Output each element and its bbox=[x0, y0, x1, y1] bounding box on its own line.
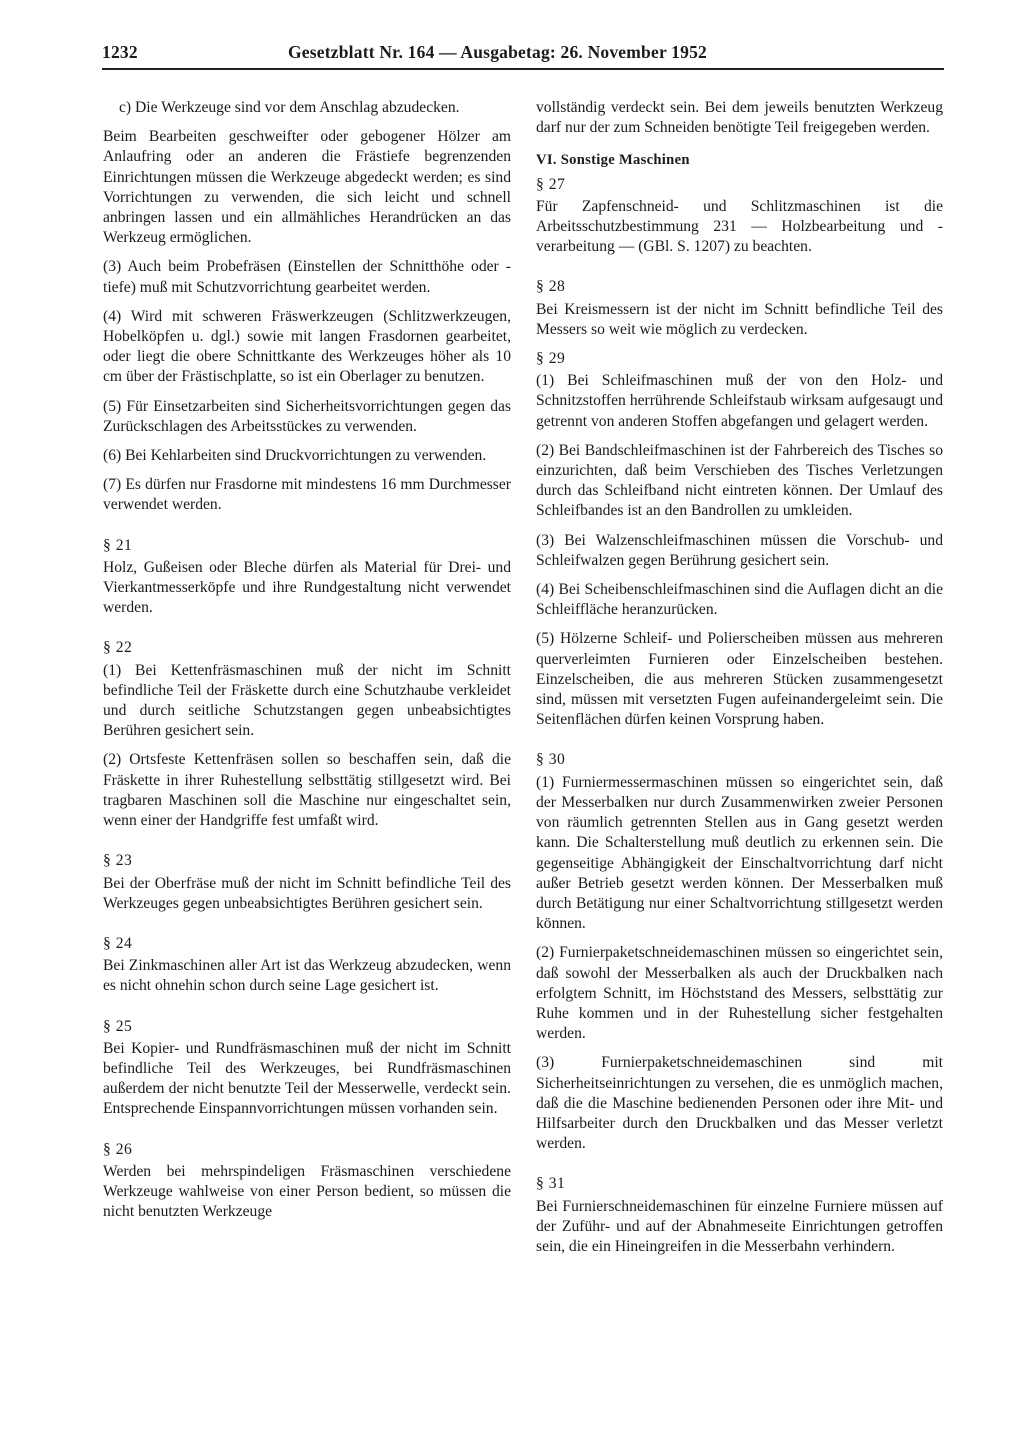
section-29-paragraph-3: (3) Bei Walzenschleifmaschinen müssen die Vorschub- und Schleifwalzen gegen Berührung gesichert sein. bbox=[536, 531, 943, 569]
section-30-paragraph-1: (1) Furniermessermaschinen müssen so eingerichtet sein, daß der Messerbalken nur durch Zusammenwirken zweier Personen von räumlich getrennten Stellen aus in Gang gesetzt werden kann. Die Schalterstellung muß deutlich zu erkennen sein. Die gegenseitige Abhängigkeit der Einschaltvorrichtung darf nicht außer Betrieb gesetzt werden können. Der Messerbalken muß durch Betätigung nur einer Schaltvorrichtung stillgesetzt werden können. bbox=[536, 773, 943, 933]
section-21-text: Holz, Gußeisen oder Bleche dürfen als Material für Drei- und Vierkantmesserköpfe und ihre Rundgestaltung nicht verwendet werden. bbox=[103, 558, 511, 617]
section-30-paragraph-2: (2) Furnierpaketschneidemaschinen müssen so eingerichtet sein, daß sowohl der Messerbalken als auch der Druckbalken nach erfolgtem Schnitt, im Höchststand des Messers, selbsttätig zur Ruhe kommen und in der Ruhestellung sicher festgehalten werden. bbox=[536, 944, 943, 1043]
section-26-text: Werden bei mehrspindeligen Fräsmaschinen verschiedene Werkzeuge wahlweise von einer Person bedient, so müssen die nicht benutzten Werkzeuge bbox=[103, 1162, 511, 1221]
gazette-title: Gesetzblatt Nr. 164 — Ausgabetag: 26. November 1952 bbox=[288, 42, 707, 62]
section-29-paragraph-4: (4) Bei Scheibenschleifmaschinen sind die Auflagen dicht an die Schleiffläche heranzurücken. bbox=[536, 581, 943, 619]
section-heading-25: § 25 bbox=[103, 1017, 133, 1035]
section-28-text: Bei Kreismessern ist der nicht im Schnitt befindliche Teil des Messers so weit wie möglich zu verdecken. bbox=[536, 300, 943, 338]
section-heading-22: § 22 bbox=[103, 639, 133, 657]
section-heading-31: § 31 bbox=[536, 1175, 566, 1193]
paragraph-continuation: vollständig verdeckt sein. Bei dem jeweils benutzten Werkzeug darf nur der zum Schneiden benötigte Teil freigegeben werden. bbox=[536, 99, 943, 137]
section-22-paragraph-1: (1) Bei Kettenfräsmaschinen muß der nicht im Schnitt befindliche Teil der Fräskette durch eine Schutzhaube verkleidet und durch seitliche Schutzstangen gegen unbeabsichtigtes Berühren gesichert sein. bbox=[103, 661, 511, 740]
section-30-paragraph-3: (3) Furnierpaketschneidemaschinen sind mit Sicherheitseinrichtungen zu versehen, die es unmöglich machen, daß die die Maschine bedienenden Personen oder ihre Mit- und Hilfsarbeiter durch den Druckbalken und das Messer verletzt werden. bbox=[536, 1054, 943, 1153]
section-29-paragraph-5: (5) Hölzerne Schleif- und Polierscheiben müssen aus mehreren querverleimten Furnieren oder Einzelscheiben bestehen. Einzelscheiben, die aus mehreren Stücken zusammengesetzt sind, müssen mit versetzten Fugen aufeinandergeleimt sein. Die Seitenflächen dürfen keinen Vorsprung haben. bbox=[536, 630, 943, 729]
left-column bbox=[103, 98, 511, 1231]
section-27-text: Für Zapfenschneid- und Schlitzmaschinen ist die Arbeitsschutzbestimmung 231 — Holzbearbeitung und -verarbeitung — (GBl. S. 1207) zu beachten. bbox=[536, 197, 943, 256]
paragraph-c: c) Die Werkzeuge sind vor dem Anschlag abzudecken. bbox=[119, 99, 460, 116]
paragraph-7: (7) Es dürfen nur Frasdorne mit mindestens 16 mm Durchmesser verwendet werden. bbox=[103, 476, 511, 514]
paragraph-5: (5) Für Einsetzarbeiten sind Sicherheitsvorrichtungen gegen das Zurückschlagen des Arbeitsstückes zu verwenden. bbox=[103, 397, 511, 435]
paragraph-beim-bearbeiten: Beim Bearbeiten geschweifter oder gebogener Hölzer am Anlaufring oder an anderen die Frästiefe begrenzenden Einrichtungen müssen die Werkzeuge abgedeckt werden; es sind Vorrichtungen zu verwenden, die sich leicht und schnell anbringen lassen und ein allmähliches Herandrücken an das Werkzeug ermöglichen. bbox=[103, 128, 511, 247]
paragraph-3: (3) Auch beim Probefräsen (Einstellen der Schnitthöhe oder -tiefe) muß mit Schutzvorrichtung gearbeitet werden. bbox=[103, 258, 511, 296]
page-header bbox=[102, 40, 944, 70]
paragraph-6: (6) Bei Kehlarbeiten sind Druckvorrichtungen zu verwenden. bbox=[103, 447, 487, 465]
section-heading-27: § 27 bbox=[536, 175, 566, 193]
section-heading-26: § 26 bbox=[103, 1140, 133, 1158]
section-29-paragraph-2: (2) Bei Bandschleifmaschinen ist der Fahrbereich des Tisches so einzurichten, daß beim Verschieben des Tisches Verletzungen durch das Schleifband nicht eintreten können. Der Umlauf des Schleifbandes ist an den Bandrollen zu umkleiden. bbox=[536, 441, 943, 520]
section-31-text: Bei Furnierschneidemaschinen für einzelne Furniere müssen auf der Zuführ- und auf der Abnahmeseite Einrichtungen getroffen sein, die ein Hineingreifen in die Messerbahn verhindern. bbox=[536, 1197, 943, 1255]
section-heading-21: § 21 bbox=[103, 536, 133, 554]
section-22-paragraph-2: (2) Ortsfeste Kettenfräsen sollen so beschaffen sein, daß die Fräskette in ihrer Ruhestellung selbsttätig stillgesetzt wird. Bei tragbaren Maschinen soll die Maschine nur eingeschaltet sein, wenn einer der Handgriffe fest umfaßt wird. bbox=[103, 751, 511, 830]
section-heading-23: § 23 bbox=[103, 852, 133, 870]
page-number: 1232 bbox=[102, 42, 138, 62]
section-heading-28: § 28 bbox=[536, 278, 566, 296]
section-24-text: Bei Zinkmaschinen aller Art ist das Werkzeug abzudecken, wenn es nicht ohnehin schon durch seine Lage gesichert ist. bbox=[103, 957, 511, 995]
section-29-paragraph-1: (1) Bei Schleifmaschinen muß der von den Holz- und Schnitzstoffen herrührende Schleifstaub wirksam aufgesaugt und getrennt von anderen Stoffen abgefangen und gelagert werden. bbox=[536, 372, 943, 430]
right-column bbox=[536, 98, 943, 1266]
paragraph-4: (4) Wird mit schweren Fräswerkzeugen (Schlitzwerkzeugen, Hobelköpfen u. dgl.) sowie mit langen Frasdornen gearbeitet, oder liegt die obere Schnittkante des Werkzeuges höher als 10 cm über der Frästischplatte, so ist ein Oberlager zu benutzen. bbox=[103, 307, 511, 386]
section-25-text: Bei Kopier- und Rundfräsmaschinen muß der nicht im Schnitt befindliche Teil des Werkzeuges, bei Rundfräsmaschinen außerdem der nicht benutzte Teil der Messerwelle, verdeckt sein. Entsprechende Einspannvorrichtungen müssen vorhanden sein. bbox=[103, 1039, 511, 1118]
section-heading-24: § 24 bbox=[103, 934, 133, 952]
section-heading-30: § 30 bbox=[536, 751, 566, 769]
chapter-heading-vi: VI. Sonstige Maschinen bbox=[536, 152, 690, 169]
section-heading-29: § 29 bbox=[536, 350, 566, 368]
section-23-text: Bei der Oberfräse muß der nicht im Schnitt befindliche Teil des Werkzeuges gegen unbeabsichtigtes Berühren gesichert sein. bbox=[103, 874, 511, 912]
